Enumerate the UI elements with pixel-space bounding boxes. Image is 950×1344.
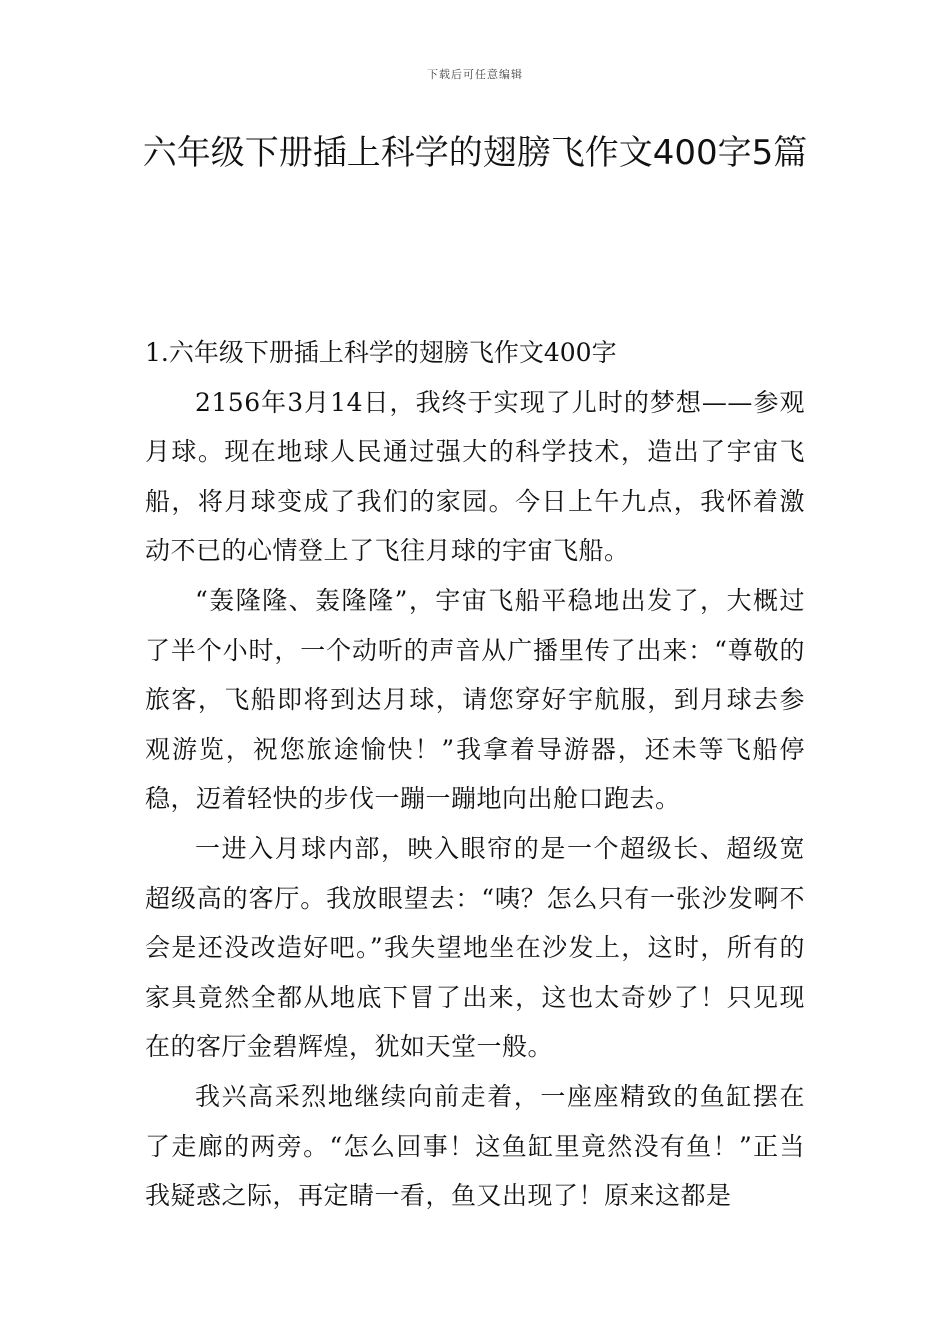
section-heading: 1.六年级下册插上科学的翅膀飞作文400字	[145, 338, 617, 367]
document-body	[145, 328, 805, 1221]
paragraph-2: “轰隆隆、轰隆隆”，宇宙飞船平稳地出发了，大概过了半个小时，一个动听的声音从广播里传了出来：“尊敬的旅客，飞船即将到达月球，请您穿好宇航服，到月球去参观游览，祝您旅途愉快！”我拿着导游器，还未等飞船停稳，迈着轻快的步伐一蹦一蹦地向出舱口跑去。	[145, 585, 805, 814]
paragraph-3: 一进入月球内部，映入眼帘的是一个超级长、超级宽超级高的客厅。我放眼望去：“咦？怎么只有一张沙发啊不会是还没改造好吧。”我失望地坐在沙发上，这时，所有的家具竟然全都从地底下冒了出来，这也太奇妙了！只见现在的客厅金碧辉煌，犹如天堂一般。	[145, 833, 805, 1062]
paragraph-1: 2156年3月14日，我终于实现了儿时的梦想——参观月球。现在地球人民通过强大的科学技术，造出了宇宙飞船，将月球变成了我们的家园。今日上午九点，我怀着激动不已的心情登上了飞往月球的宇宙飞船。	[145, 387, 805, 566]
header-note: 下载后可任意编辑	[427, 68, 523, 81]
document-title: 六年级下册插上科学的翅膀飞作文400字5篇	[142, 133, 808, 173]
paragraph-4: 我兴高采烈地继续向前走着，一座座精致的鱼缸摆在了走廊的两旁。“怎么回事！这鱼缸里竟然没有鱼！”正当我疑惑之际，再定睛一看，鱼又出现了！原来这都是	[145, 1081, 805, 1211]
